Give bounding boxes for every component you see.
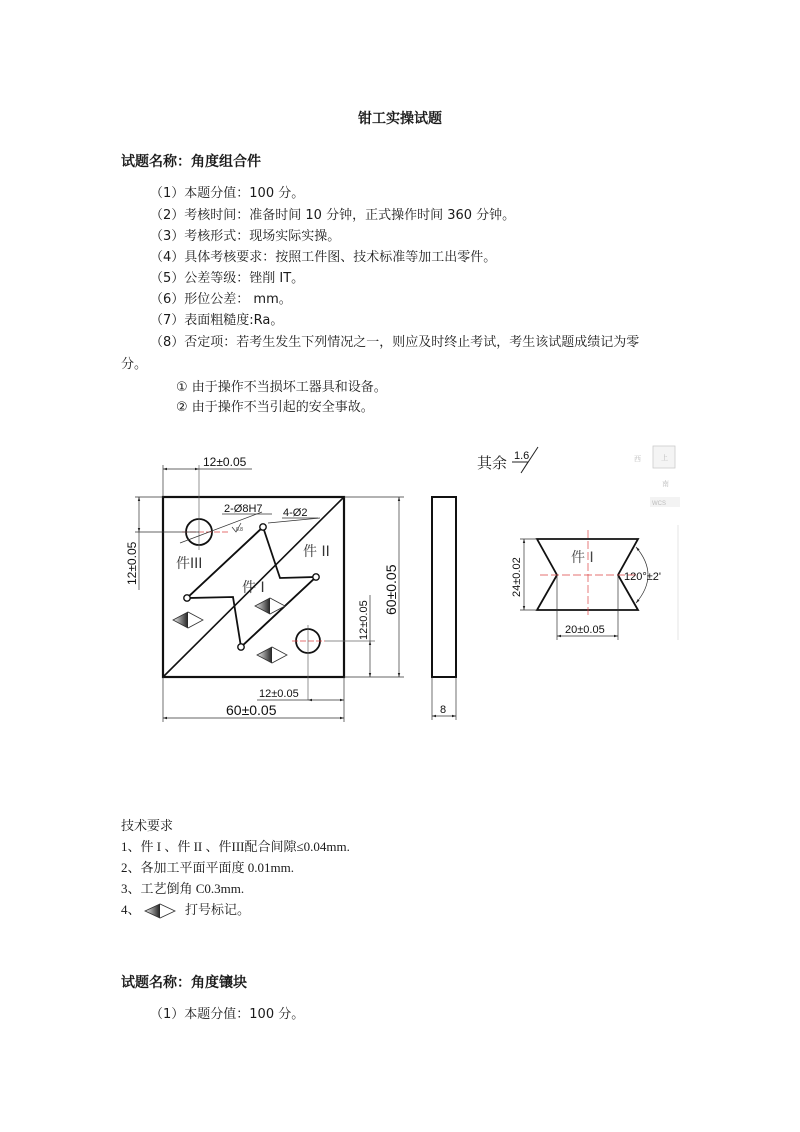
section1-subitem-2: ② 由于操作不当引起的安全事故。 bbox=[176, 400, 374, 415]
part1-detail-view bbox=[511, 530, 661, 640]
section1-title: 试题名称：角度组合件 bbox=[121, 154, 261, 170]
svg-text:南: 南 bbox=[662, 481, 669, 488]
dim-bottom-width: 60±0.05 bbox=[226, 702, 277, 718]
svg-text:1.6: 1.6 bbox=[514, 450, 530, 462]
tech-requirement-2: 2、各加工平面平面度 0.01mm. bbox=[121, 860, 294, 875]
hole-callout-label: 2-Ø8H7 bbox=[224, 503, 263, 515]
mark-symbol bbox=[173, 612, 203, 628]
dim-right-height: 60±0.05 bbox=[383, 564, 399, 615]
svg-text:0.8: 0.8 bbox=[236, 527, 243, 533]
document-title: 钳工实操试题 bbox=[358, 111, 442, 127]
dim-top-offset: 12±0.05 bbox=[203, 455, 247, 469]
tech-requirement-4 bbox=[121, 899, 250, 919]
label-part3: 件III bbox=[176, 556, 203, 572]
section1-item-4: （4）具体考核要求：按照工件图、技术标准等加工出零件。 bbox=[150, 250, 497, 265]
front-view bbox=[163, 465, 375, 700]
mark-symbol-icon bbox=[144, 903, 176, 919]
section1-item-8-continuation: 分。 bbox=[121, 357, 148, 372]
pin-hole bbox=[260, 524, 266, 530]
dim-left-offset: 12±0.05 bbox=[125, 541, 139, 585]
svg-text:20±0.05: 20±0.05 bbox=[565, 624, 605, 636]
cad-viewcube-ghost bbox=[634, 446, 680, 640]
section2-title: 试题名称：角度镶块 bbox=[121, 975, 247, 991]
tech-requirement-4-prefix: 4、 bbox=[121, 902, 141, 917]
svg-text:120°±2': 120°±2' bbox=[624, 571, 662, 583]
svg-text:件 I: 件 I bbox=[571, 550, 594, 566]
side-view bbox=[432, 497, 456, 720]
section1-item-8: （8）否定项：若考生发生下列情况之一，则应及时终止考试，考生该试题成绩记为零 bbox=[150, 335, 640, 350]
mark-symbol bbox=[255, 598, 285, 614]
tech-requirement-4-text: 打号标记。 bbox=[185, 903, 251, 918]
dim-thickness: 8 bbox=[440, 704, 447, 716]
front-dimensions bbox=[135, 465, 404, 722]
tech-requirement-3: 3、工艺倒角 C0.3mm. bbox=[121, 881, 245, 896]
mark-symbol bbox=[257, 647, 287, 663]
section1-subitem-1: ① 由于操作不当损坏工器具和设备。 bbox=[176, 380, 387, 395]
section1-item-5: （5）公差等级：锉削 IT。 bbox=[150, 271, 305, 286]
roughness-note bbox=[477, 447, 538, 473]
section1-item-1: （1）本题分值：100 分。 bbox=[150, 186, 305, 201]
section1-item-3: （3）考核形式：现场实际实操。 bbox=[150, 229, 341, 244]
dim-bottom-offset: 12±0.05 bbox=[259, 688, 299, 700]
label-part1: 件 I bbox=[242, 580, 265, 596]
section1-item-6: （6）形位公差： mm。 bbox=[150, 292, 292, 307]
tech-requirements-title: 技术要求 bbox=[121, 819, 174, 834]
svg-text:WCS: WCS bbox=[652, 501, 666, 507]
pin-hole bbox=[238, 644, 244, 650]
svg-text:西: 西 bbox=[634, 456, 641, 463]
label-part2: 件 II bbox=[303, 544, 330, 560]
pin-callout-label: 4-Ø2 bbox=[283, 507, 308, 519]
section1-item-7: （7）表面粗糙度:Ra。 bbox=[150, 313, 284, 328]
svg-text:其余: 其余 bbox=[477, 454, 508, 472]
dim-right-offset: 12±0.05 bbox=[358, 600, 370, 640]
svg-text:24±0.02: 24±0.02 bbox=[511, 557, 523, 597]
section1-item-2: （2）考核时间：准备时间 10 分钟，正式操作时间 360 分钟。 bbox=[150, 208, 516, 223]
section2-item-1: （1）本题分值：100 分。 bbox=[150, 1007, 305, 1022]
pin-hole bbox=[313, 574, 319, 580]
svg-text:上: 上 bbox=[661, 455, 668, 462]
tech-requirement-1: 1、件 I 、件 II 、件III配合间隙≤0.04mm. bbox=[121, 839, 350, 854]
pin-hole bbox=[184, 595, 190, 601]
